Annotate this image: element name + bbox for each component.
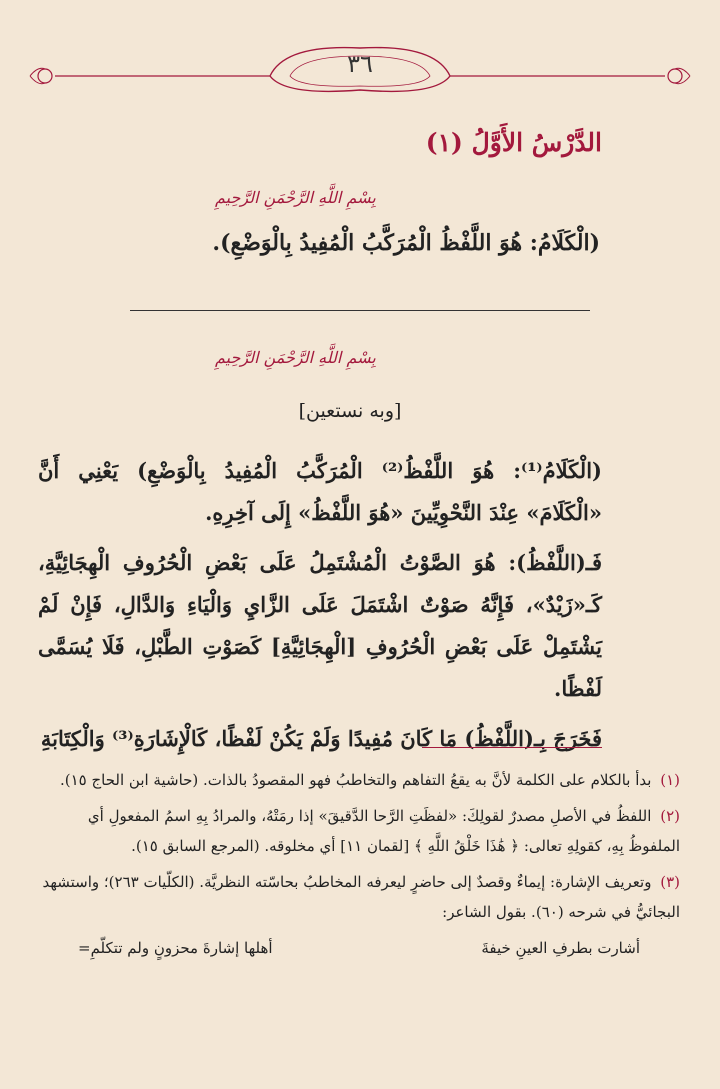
footnote-number: (١) (660, 771, 680, 789)
verse-second-hemistich: أهلها إشارةَ محزونٍ ولم تتكلّمِ= (78, 939, 273, 957)
verse-first-hemistich: أشارت بطرفِ العينِ خيفةَ (481, 939, 640, 957)
paragraph: (الْكَلَامُ⁽¹⁾: هُوَ اللَّفْظُ⁽²⁾ الْمُرَكَّبُ الْمُفِيدُ بِالْوَضْعِ) يَعْنِي أَنَّ «الْكَلَامَ» عِنْدَ النَّحْوِيِّينَ «هُوَ اللَّفْظُ» إِلَى آخِرِهِ. (38, 458, 602, 525)
basmala-commentary: بِسْمِ اللَّهِ الرَّحْمَنِ الرَّحِيمِ (215, 348, 376, 367)
section-divider (130, 310, 590, 311)
basmala-top: بِسْمِ اللَّهِ الرَّحْمَنِ الرَّحِيمِ (215, 188, 376, 207)
paragraph: فَـ(اللَّفْظُ): هُوَ الصَّوْتُ الْمُشْتَمِلُ عَلَى بَعْضِ الْحُرُوفِ الْهِجَائِيَّةِ، كَـ«زَيْدٌ»، فَإِنَّهُ صَوْتٌ اشْتَمَلَ عَلَى الزَّايِ وَالْيَاءِ وَالدَّالِ، فَإِنْ لَمْ يَشْتَمِلْ عَلَى بَعْضِ الْحُرُوفِ [الْهِجَائِيَّةِ] كَصَوْتِ الطَّبْلِ، فَلَا يُسَمَّى لَفْظًا. (38, 550, 602, 701)
page-number: ٣٦ (347, 50, 373, 78)
lesson-title: الدَّرْسُ الأَوَّلُ (١) (425, 128, 602, 157)
poetry-verse (38, 933, 680, 963)
footnote (38, 867, 680, 927)
commentary-body (38, 450, 602, 768)
footnote-number: (٣) (660, 873, 680, 891)
matn-text: (الْكَلَامُ: هُوَ اللَّفْظُ الْمُرَكَّبُ الْمُفِيدُ بِالْوَضْعِ). (212, 230, 600, 256)
footnote (38, 801, 680, 861)
footnote-number: (٢) (660, 807, 680, 825)
footnote-text: وتعريف الإشارة: إيماءٌ وقصدٌ إلى حاضرٍ ليعرفه المخاطبُ بحاسّته النظريَّة. (الكلّيات ٢٦٣)؛ واستشهد البجائيُّ في شرحه (٦٠). بقول الشاعر: (42, 873, 680, 921)
bracket-note: [وبه نستعين] (298, 400, 402, 422)
paragraph: فَخَرَجَ بِـ(اللَّفْظُ) مَا كَانَ مُفِيدًا وَلَمْ يَكُنْ لَفْظًا، كَالْإِشَارَةِ⁽³⁾ وَالْكِتَابَةِ (40, 726, 602, 751)
footnote (38, 765, 680, 795)
footnotes (38, 765, 680, 963)
footnote-text: اللفظُ في الأصلِ مصدرٌ لقولِكَ: «لفظَتِ الرَّحا الدَّقيقَ» إذا رمَتْهُ، والمرادُ بِهِ اسمُ المفعولِ أي الملفوظُ بِهِ، كقولِهِ تعالى: ﴿ هَٰذَا خَلْقُ اللَّهِ ﴾ [لقمان ١١] أي مخلوقه. (المرجع السابق ١٥). (87, 807, 680, 855)
footnote-text: بدأ بالكلام على الكلمة لأنَّ به يقعُ التفاهم والتخاطبُ فهو المقصودُ بالذات. (حاشية ابن الحاج ١٥). (59, 771, 652, 789)
page-header (0, 44, 720, 114)
footnote-divider (422, 747, 602, 748)
